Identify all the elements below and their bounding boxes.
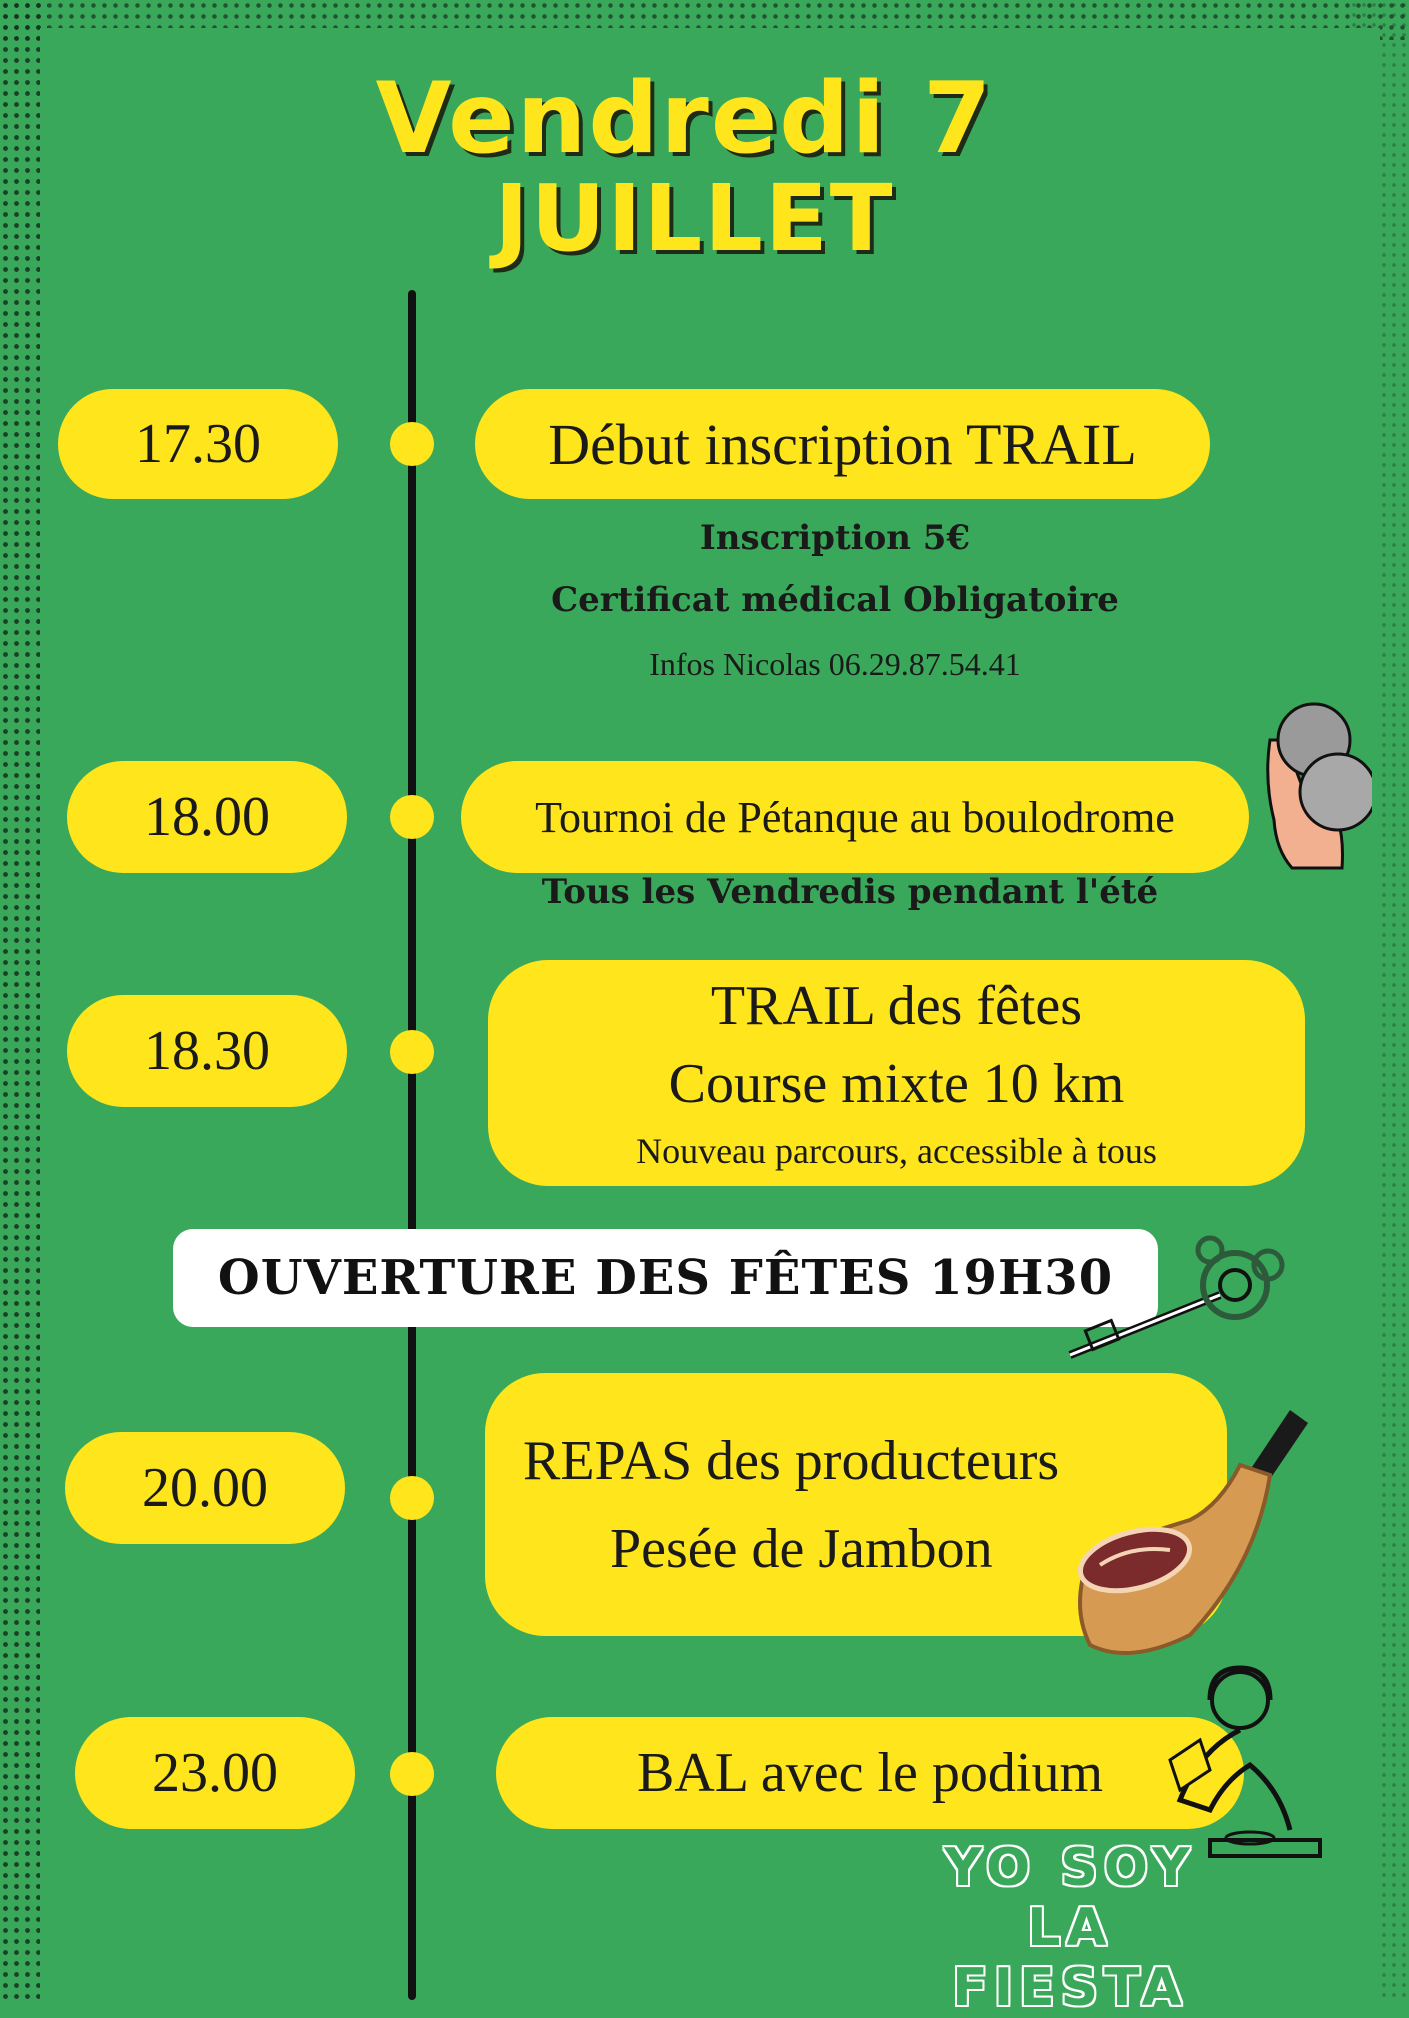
event-label: BAL avec le podium	[636, 1742, 1104, 1804]
timeline-dot	[390, 795, 434, 839]
event-petanque	[461, 761, 1249, 873]
slogan-line-1: YO SOY	[944, 1838, 1196, 1898]
event-trail-registration	[475, 389, 1210, 499]
trail-fee-note: Inscription 5€	[699, 518, 971, 558]
petanque-balls-icon	[1262, 700, 1372, 875]
time-pill-1800: 18.00	[67, 761, 347, 873]
event-trail-race	[488, 960, 1305, 1186]
time-pill-2300: 23.00	[75, 1717, 355, 1829]
poster-title-month: JUILLET	[494, 165, 895, 272]
time-pill-1830: 18.30	[67, 995, 347, 1107]
event-subtitle: Course mixte 10 km	[668, 1053, 1125, 1115]
event-label: Tournoi de Pétanque au boulodrome	[535, 792, 1175, 842]
trail-contact-note: Infos Nicolas 06.29.87.54.41	[649, 646, 1021, 682]
event-subtitle: Pesée de Jambon	[610, 1517, 993, 1580]
event-ball	[496, 1717, 1244, 1829]
slogan-line-2: LA FIESTA	[952, 1898, 1188, 2018]
time-pill-2000: 20.00	[65, 1432, 345, 1544]
key-icon	[1060, 1225, 1290, 1375]
event-title: TRAIL des fêtes	[710, 975, 1083, 1037]
timeline-dot	[390, 1030, 434, 1074]
trail-certificate-note: Certificat médical Obligatoire	[551, 580, 1119, 620]
event-detail: Nouveau parcours, accessible à tous	[636, 1131, 1157, 1171]
poster-title-day: Vendredi 7	[375, 62, 994, 176]
time-pill-1730: 17.30	[58, 389, 338, 499]
event-title: REPAS des producteurs	[523, 1429, 1060, 1492]
event-label: Début inscription TRAIL	[548, 411, 1137, 477]
timeline-dot	[390, 1752, 434, 1796]
opening-banner: OUVERTURE DES FÊTES 19H30	[173, 1229, 1158, 1327]
timeline-dot	[390, 422, 434, 466]
timeline-dot	[390, 1476, 434, 1520]
timeline-line	[408, 290, 416, 2000]
petanque-note: Tous les Vendredis pendant l'été	[541, 872, 1159, 912]
ham-icon	[1070, 1405, 1310, 1665]
